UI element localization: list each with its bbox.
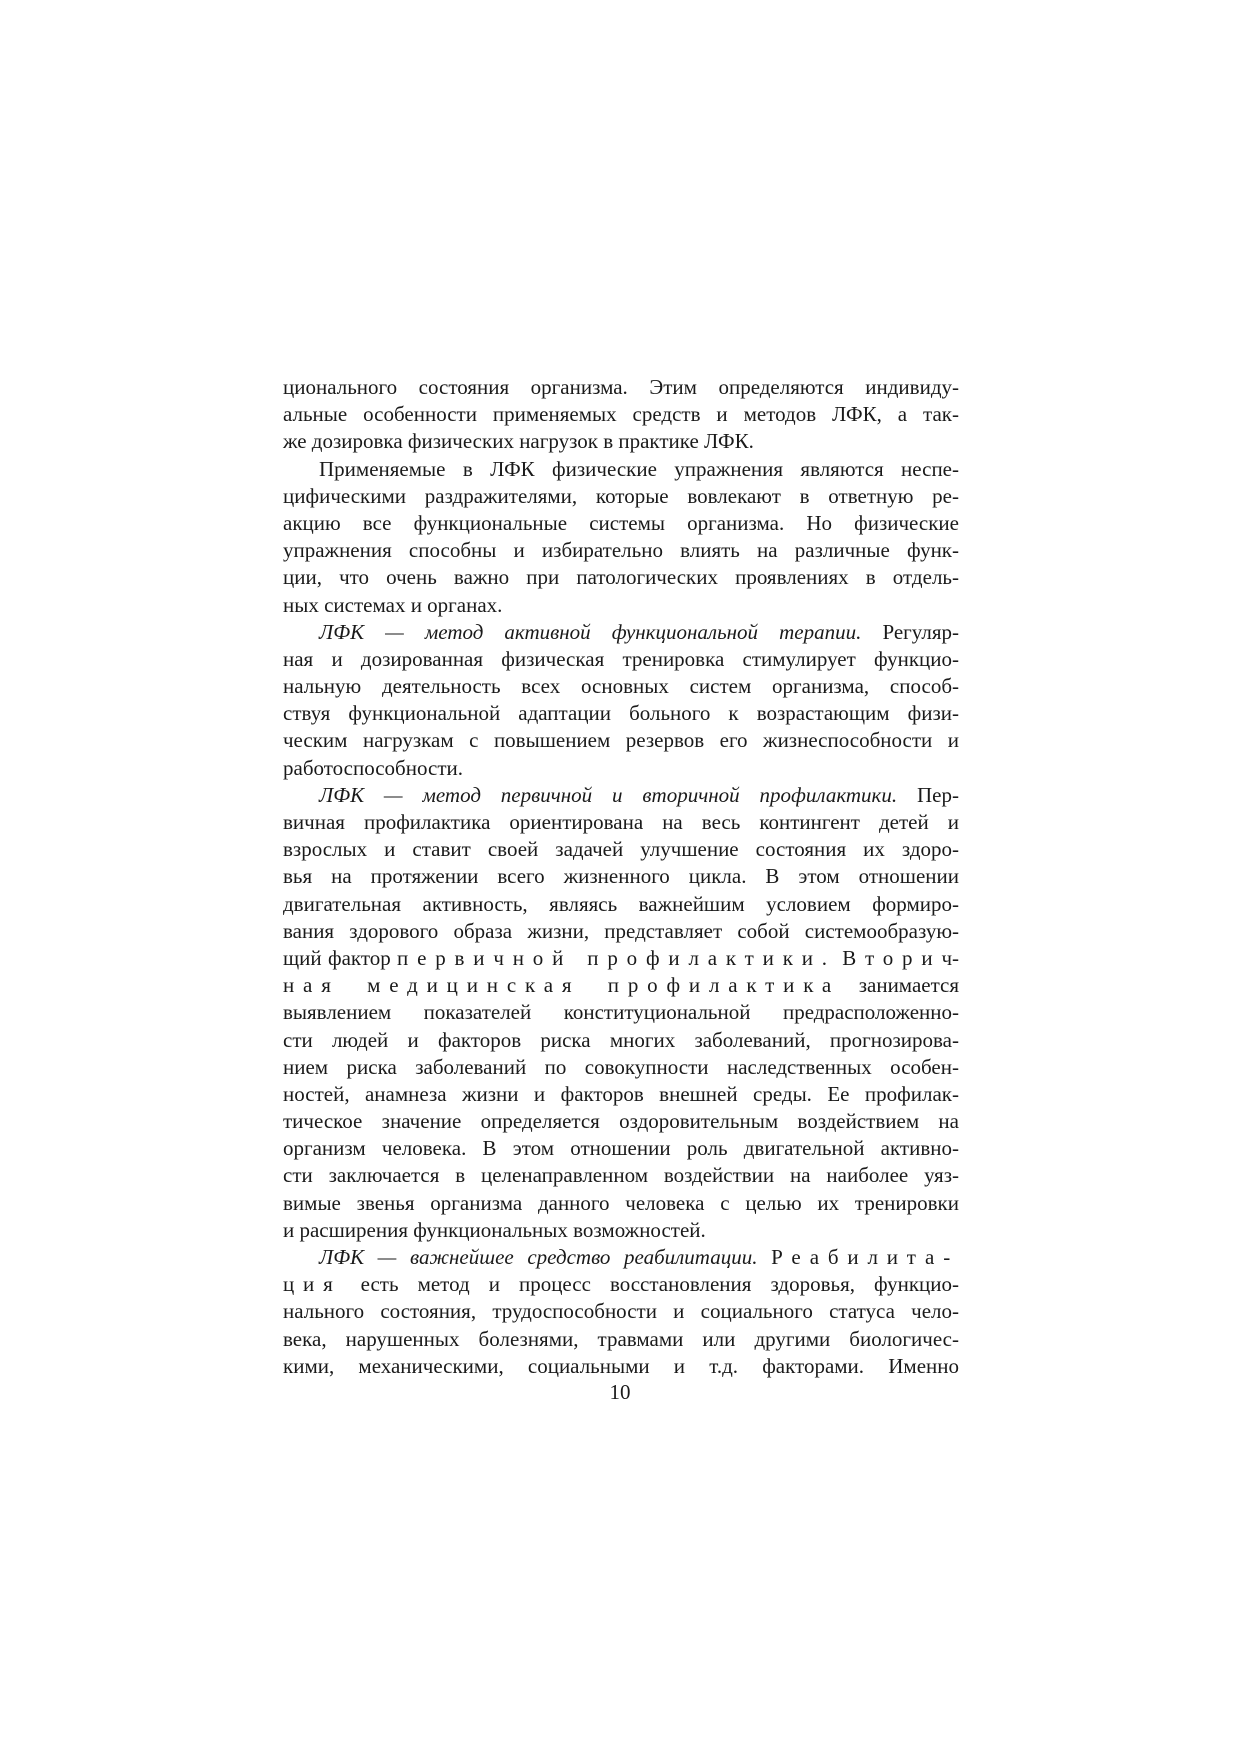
text-line bbox=[283, 945, 959, 972]
spaced-term: Реабилита- bbox=[771, 1245, 960, 1269]
text-line: ствуя функциональной адаптации больного к возрастающим физи- bbox=[283, 701, 959, 726]
text-line: цифическими раздражителями, которые вовлекают в ответную ре- bbox=[283, 483, 959, 508]
text-line: упражнения способны и избирательно влиять на различные функ- bbox=[283, 538, 959, 563]
text-line: сти заключается в целенаправленном воздействии на наиболее уяз- bbox=[283, 1163, 959, 1188]
body-text bbox=[283, 374, 959, 1380]
text-line bbox=[283, 619, 959, 646]
text-line bbox=[283, 972, 959, 999]
text-line: тическое значение определяется оздоровительным воздействием на bbox=[283, 1109, 959, 1134]
text-line: и расширения функциональных возможностей. bbox=[283, 1217, 706, 1242]
text-line: взрослых и ставит своей задачей улучшение состояния их здоро- bbox=[283, 837, 959, 862]
text-line: вимые звенья организма данного человека с целью их тренировки bbox=[283, 1190, 959, 1215]
italic-heading: ЛФК — метод первичной и вторичной профилактики. bbox=[319, 782, 898, 807]
text-line: нием риска заболеваний по совокупности наследственных особен- bbox=[283, 1054, 959, 1079]
text-line: ции, что очень важно при патологических проявлениях в отдель- bbox=[283, 565, 959, 590]
text-line: акцию все функциональные системы организма. Но физические bbox=[283, 510, 959, 535]
spaced-term: ция bbox=[283, 1272, 342, 1297]
text-line: двигательная активность, являясь важнейшим условием формиро- bbox=[283, 891, 959, 916]
text-line: выявлением показателей конституциональной предрасположенно- bbox=[283, 1000, 959, 1025]
text-line: вья на протяжении всего жизненного цикла. В этом отношении bbox=[283, 864, 959, 889]
text-fragment bbox=[757, 1245, 771, 1269]
text-line: ных системах и органах. bbox=[283, 592, 503, 617]
spaced-term: ная медицинская профилактика bbox=[283, 973, 841, 998]
text-fragment: есть метод и процесс восстановления здоровья, функцио- bbox=[341, 1272, 959, 1297]
text-line: работоспособности. bbox=[283, 755, 463, 780]
text-fragment: Регуляр- bbox=[861, 619, 959, 644]
text-line: нальную деятельность всех основных систем организма, способ- bbox=[283, 674, 959, 699]
text-line: же дозировка физических нагрузок в практике ЛФК. bbox=[283, 429, 754, 454]
text-fragment: ч- bbox=[941, 945, 959, 970]
text-line: ностей, анамнеза жизни и факторов внешней среды. Ее профилак- bbox=[283, 1081, 959, 1106]
text-line: ционального состояния организма. Этим определяются индивиду- bbox=[283, 375, 959, 399]
text-line: нального состояния, трудоспособности и социального статуса чело- bbox=[283, 1299, 959, 1324]
text-line: сти людей и факторов риска многих заболеваний, прогнозирова- bbox=[283, 1027, 959, 1052]
italic-heading: ЛФК — важнейшее средство реабилитации. bbox=[319, 1245, 758, 1269]
text-line bbox=[283, 1244, 959, 1271]
text-line: организм человека. В этом отношении роль двигательной активно- bbox=[283, 1136, 959, 1161]
text-line bbox=[283, 1271, 959, 1298]
text-line bbox=[283, 782, 959, 809]
spaced-term: Втори bbox=[842, 945, 942, 970]
spaced-term: первичной профилактики. bbox=[397, 945, 836, 970]
page-number: 10 bbox=[609, 1380, 631, 1404]
text-line: вичная профилактика ориентирована на весь контингент детей и bbox=[283, 810, 959, 834]
italic-heading: ЛФК — метод активной функциональной терапии. bbox=[319, 619, 862, 644]
text-line: вания здорового образа жизни, представляет собой системообразую- bbox=[283, 918, 959, 943]
text-fragment: щий фактор bbox=[283, 945, 398, 970]
text-line: ческим нагрузкам с повышением резервов его жизнеспособности и bbox=[283, 728, 959, 753]
text-fragment: Пер- bbox=[897, 782, 959, 807]
text-line: ная и дозированная физическая тренировка стимулирует функцио- bbox=[283, 646, 959, 671]
text-line: альные особенности применяемых средств и методов ЛФК, а так- bbox=[283, 402, 959, 427]
text-fragment: занимается bbox=[840, 973, 960, 998]
text-line: века, нарушенных болезнями, травмами или другими биологичес- bbox=[283, 1326, 959, 1351]
text-line: Применяемые в ЛФК физические упражнения являются неспе- bbox=[319, 456, 959, 481]
text-line: кими, механическими, социальными и т.д. факторами. Именно bbox=[283, 1353, 959, 1378]
